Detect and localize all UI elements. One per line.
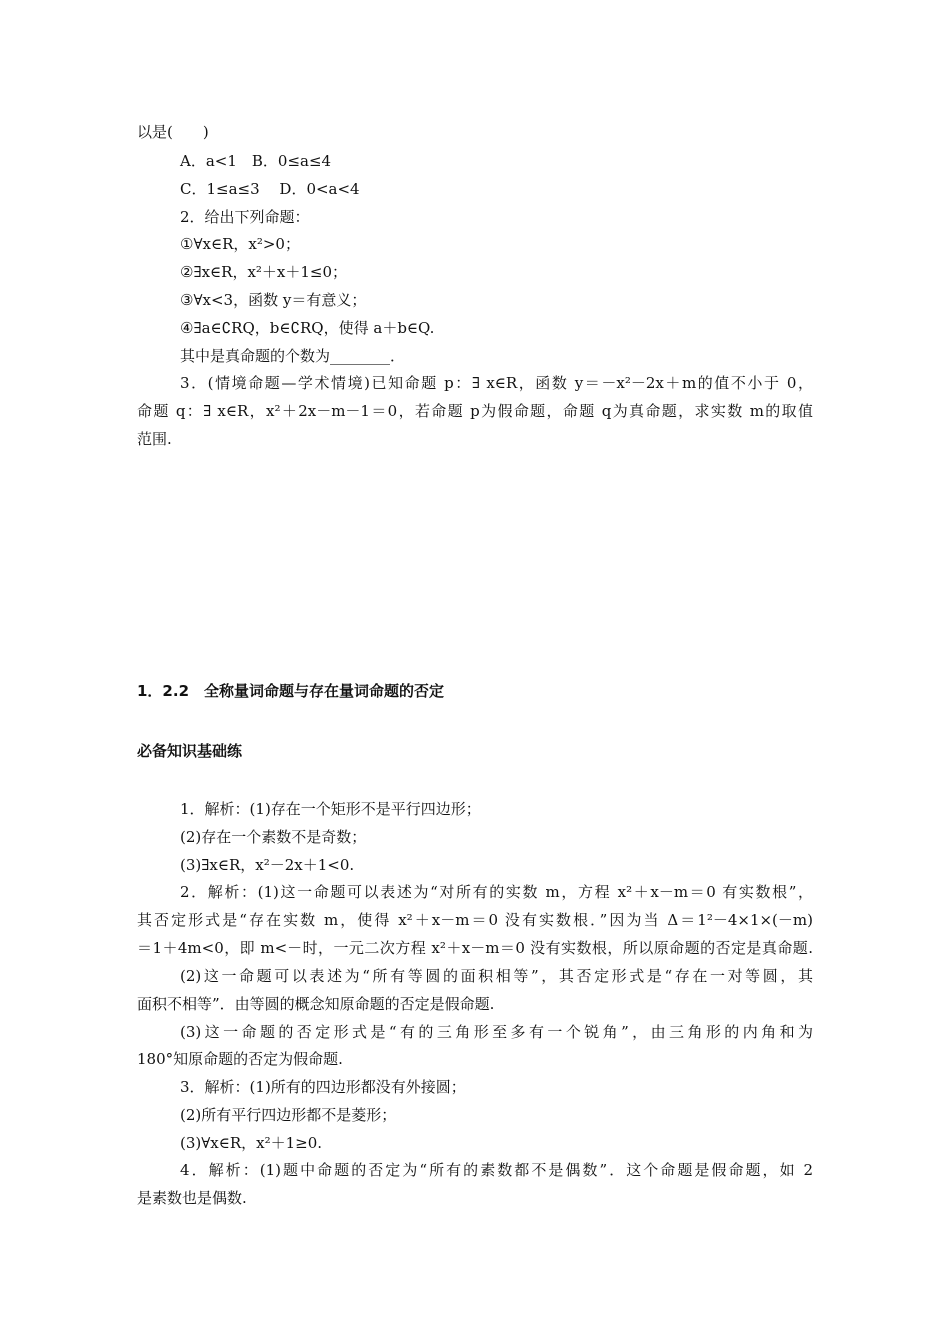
proposition-1: ①∀x∈R，x²>0；	[180, 235, 300, 253]
question-2-ask: 其中是真命题的个数为________．	[180, 347, 406, 365]
answer-3-2: (2)所有平行四边形都不是菱形；	[180, 1106, 397, 1124]
answer-2-line-2: 其否定形式是“存在实数 m，使得 x²＋x－m＝0 没有实数根．”因为当 Δ＝1²－4×1×(－m)	[137, 911, 813, 929]
question-3-line-3: 范围.	[137, 430, 172, 448]
answer-1-2: (2)存在一个素数不是奇数；	[180, 828, 367, 846]
question-2: 2．给出下列命题：	[180, 208, 310, 226]
answer-3-1: 3．解析：(1)所有的四边形都没有外接圆；	[180, 1078, 466, 1096]
option-cd: C．1≤a≤3 D．0<a<4	[180, 180, 360, 198]
answer-4-line-2: 是素数也是偶数.	[137, 1189, 247, 1207]
answer-2-line-4: (2)这一命题可以表述为“所有等圆的面积相等”，其否定形式是“存在一对等圆，其	[180, 967, 813, 985]
proposition-2: ②∃x∈R，x²＋x＋1≤0；	[180, 263, 348, 281]
answer-4-line-1: 4．解析：(1)题中命题的否定为“所有的素数都不是偶数”．这个命题是假命题，如 2	[180, 1161, 813, 1179]
answer-1-3: (3)∃x∈R，x²－2x＋1<0.	[180, 856, 355, 874]
answer-1-1: 1．解析：(1)存在一个矩形不是平行四边形；	[180, 800, 481, 818]
answer-2-line-7: 180°知原命题的否定为假命题.	[137, 1050, 343, 1068]
answer-2-line-3: ＝1＋4m<0，即 m<－时，一元二次方程 x²＋x－m＝0 没有实数根，所以原命题的否定是真命题.	[137, 939, 813, 957]
answer-2-line-5: 面积不相等”．由等圆的概念知原命题的否定是假命题.	[137, 995, 495, 1013]
subsection-title: 必备知识基础练	[137, 742, 243, 760]
option-ab: A．a<1 B．0≤a≤4	[180, 152, 332, 170]
section-title: 1．2.2 全称量词命题与存在量词命题的否定	[137, 682, 445, 700]
question-3-line-2: 命题 q：∃ x∈R，x²＋2x－m－1＝0，若命题 p为假命题，命题 q为真命题，求实数 m的取值	[137, 402, 813, 420]
answer-2-line-1: 2．解析：(1)这一命题可以表述为“对所有的实数 m，方程 x²＋x－m＝0 有实数根”，	[180, 883, 813, 901]
answer-2-line-6: (3)这一命题的否定形式是“有的三角形至多有一个锐角”，由三角形的内角和为	[180, 1023, 813, 1041]
answer-3-3: (3)∀x∈R，x²＋1≥0.	[180, 1134, 323, 1152]
proposition-4: ④∃a∈∁RQ，b∈∁RQ，使得 a＋b∈Q.	[180, 319, 435, 337]
question-3-line-1: 3．(情境命题—学术情境)已知命题 p：∃ x∈R，函数 y＝－x²－2x＋m的值不小于 0，	[180, 374, 813, 392]
question-stem-end: 以是( )	[137, 123, 209, 141]
proposition-3: ③∀x<3，函数 y＝有意义；	[180, 291, 367, 309]
